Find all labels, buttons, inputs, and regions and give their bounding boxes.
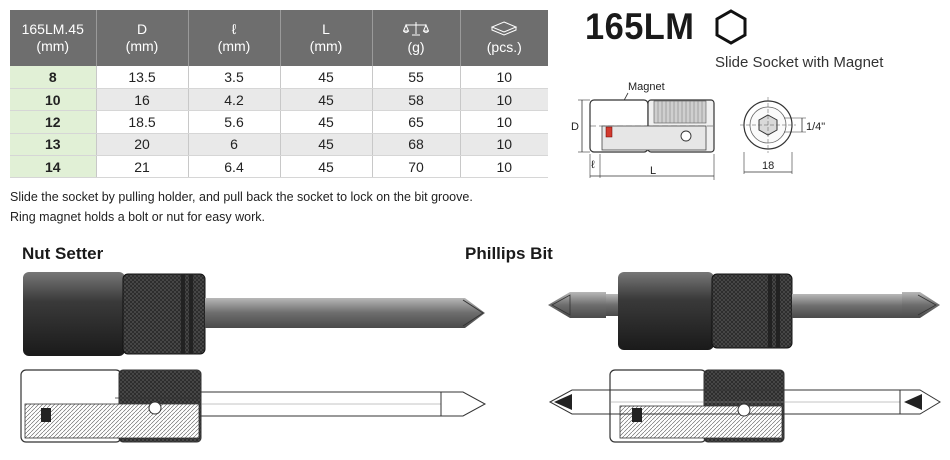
header-weight [372, 10, 460, 66]
phillips-bit-cutaway [548, 368, 943, 446]
header-unit: (mm) [36, 38, 70, 54]
table-cell: 10 [460, 156, 548, 178]
table-cell: 20 [96, 133, 188, 155]
table-cell: 13.5 [96, 66, 188, 88]
nut-setter-title: Nut Setter [22, 244, 104, 263]
phillips-bit-title: Phillips Bit [465, 244, 553, 263]
header-model [10, 10, 96, 66]
table-row [10, 88, 548, 110]
table-cell: 16 [96, 88, 188, 110]
table-cell: 4.2 [188, 88, 280, 110]
nut-setter-cutaway [15, 368, 495, 446]
model-cell: 14 [10, 156, 96, 178]
table-cell: 5.6 [188, 111, 280, 133]
magnet-label: Magnet [628, 81, 665, 93]
table-row [10, 133, 548, 155]
description-line-1: Slide the socket by pulling holder, and pull back the socket to lock on the bit groove. [10, 190, 473, 204]
dim-d-label: D [571, 121, 579, 133]
table-cell: 6.4 [188, 156, 280, 178]
table-cell: 45 [280, 66, 372, 88]
table-cell: 3.5 [188, 66, 280, 88]
table-cell: 45 [280, 111, 372, 133]
table-cell: 10 [460, 111, 548, 133]
dim-drive-label: 1/4" [806, 121, 826, 133]
dim-width-label: 18 [762, 160, 775, 172]
table-cell: 55 [372, 66, 460, 88]
nut-setter-photo [15, 268, 495, 360]
table-cell: 65 [372, 111, 460, 133]
table-cell: 68 [372, 133, 460, 155]
table-cell: 45 [280, 133, 372, 155]
model-cell: 12 [10, 111, 96, 133]
table-cell: 10 [460, 88, 548, 110]
spec-table [10, 10, 548, 178]
table-row [10, 66, 548, 88]
header-label: L [322, 21, 330, 37]
header-label: D [136, 21, 148, 37]
dim-l-length-label: L [650, 165, 657, 177]
model-cell: 13 [10, 133, 96, 155]
header-d [96, 10, 188, 66]
product-model-title: 165LM [585, 6, 695, 47]
table-cell: 58 [372, 88, 460, 110]
table-cell: 21 [96, 156, 188, 178]
package-box-icon [490, 21, 518, 37]
model-cell: 10 [10, 88, 96, 110]
header-unit: (pcs.) [486, 38, 522, 55]
header-unit: (mm) [217, 38, 251, 54]
header-label: 165LM.45 [21, 21, 84, 37]
phillips-bit-photo [548, 268, 943, 360]
table-cell: 18.5 [96, 111, 188, 133]
model-cell: 8 [10, 66, 96, 88]
table-cell: 6 [188, 133, 280, 155]
magnet-marker [606, 127, 612, 137]
table-cell: 45 [280, 88, 372, 110]
table-header-row [10, 10, 548, 66]
header-label: ℓ [231, 21, 237, 37]
table-cell: 70 [372, 156, 460, 178]
header-l-small [188, 10, 280, 66]
table-cell: 45 [280, 156, 372, 178]
header-unit: (mm) [309, 38, 343, 54]
header-l-length [280, 10, 372, 66]
dimension-drawing [562, 74, 832, 190]
header-unit: (mm) [125, 38, 159, 54]
table-row [10, 111, 548, 133]
header-quantity [460, 10, 548, 66]
table-row [10, 156, 548, 178]
header-unit: (g) [407, 38, 425, 55]
table-cell: 10 [460, 66, 548, 88]
description-line-2: Ring magnet holds a bolt or nut for easy work. [10, 210, 265, 224]
dim-l-small-label: ℓ [591, 159, 595, 171]
hexagon-icon [714, 9, 748, 45]
balance-scale-icon [403, 21, 429, 37]
table-cell: 10 [460, 133, 548, 155]
product-subtitle: Slide Socket with Magnet [715, 54, 884, 71]
